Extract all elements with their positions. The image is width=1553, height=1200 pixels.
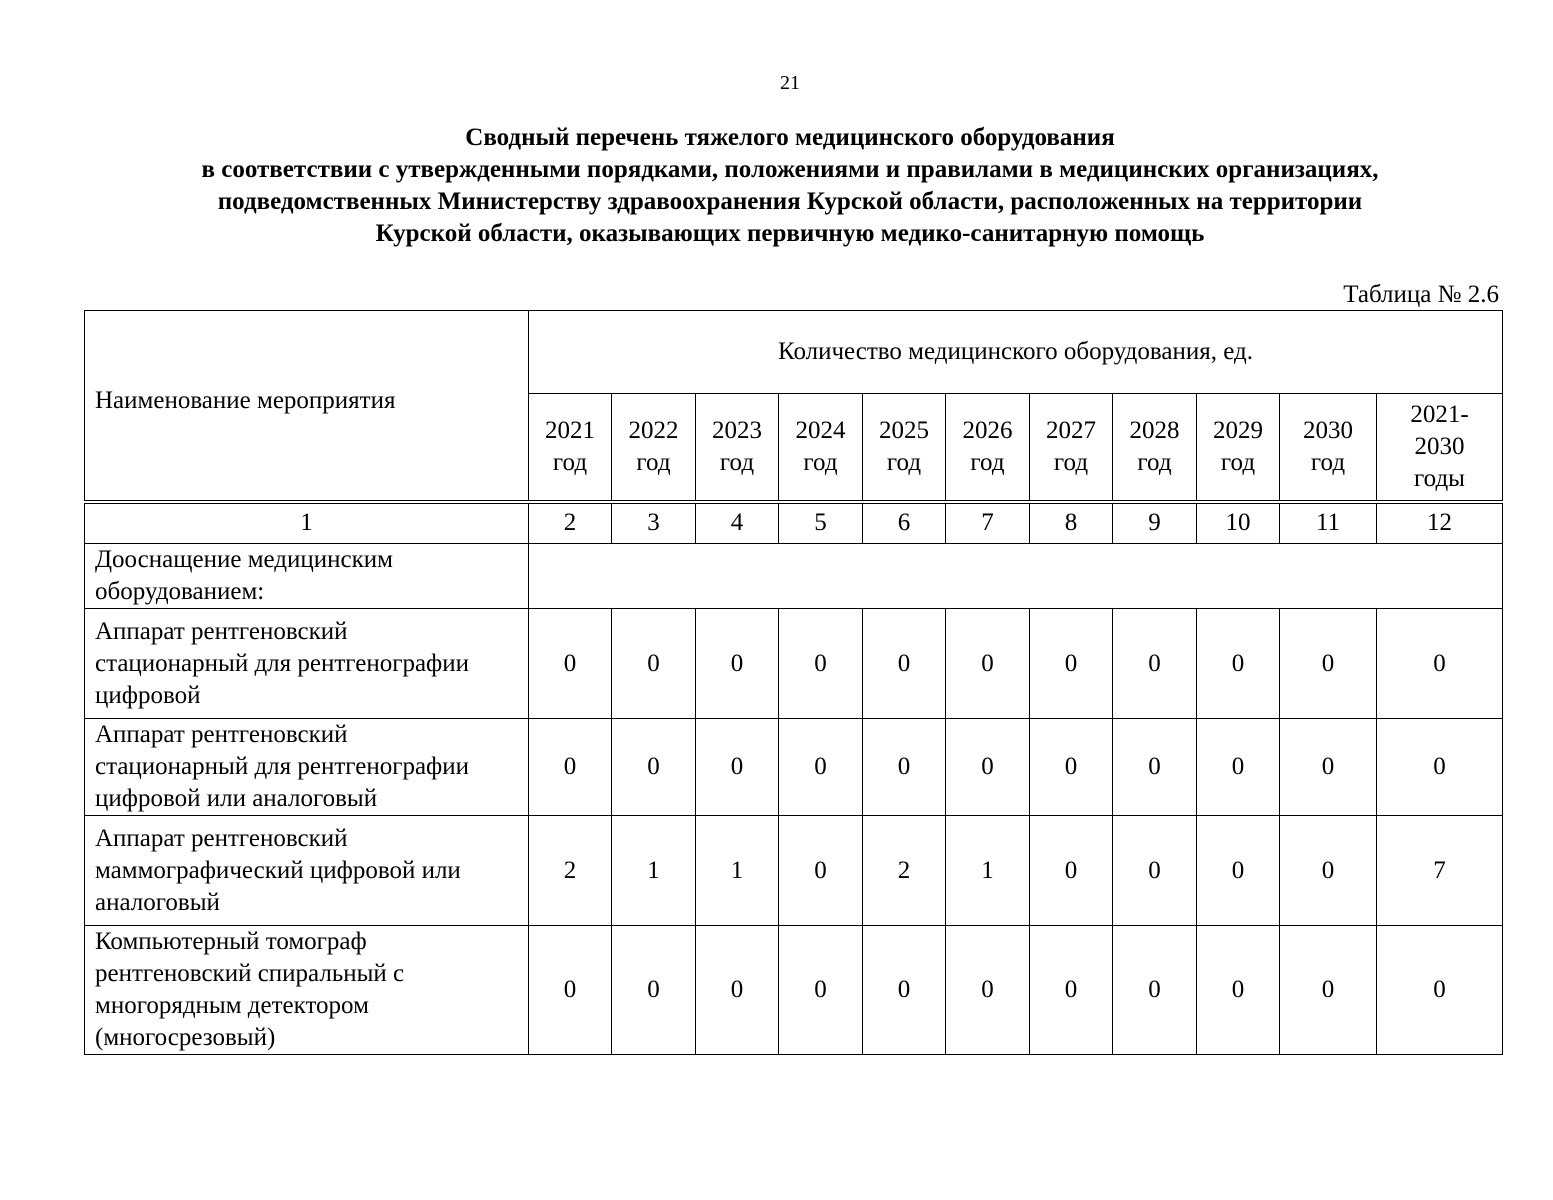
column-number: 12	[1377, 502, 1503, 544]
row-value: 0	[1377, 926, 1503, 1055]
header-year-2029: 2029 год	[1197, 394, 1280, 502]
header-year-2024: 2024 год	[779, 394, 863, 502]
row-value: 1	[946, 816, 1030, 926]
row-value: 0	[863, 926, 946, 1055]
header-quantity-group: Количество медицинского оборудования, ед.	[529, 311, 1503, 394]
row-value: 0	[946, 719, 1030, 816]
row-value: 0	[779, 609, 863, 719]
row-value: 0	[1197, 719, 1280, 816]
title-line: подведомственных Министерству здравоохранения Курской области, расположенных на территории	[217, 188, 1363, 215]
row-value: 0	[1113, 609, 1197, 719]
row-value: 0	[1197, 816, 1280, 926]
column-number: 11	[1280, 502, 1377, 544]
row-value: 0	[1280, 719, 1377, 816]
row-value: 0	[779, 926, 863, 1055]
header-year-2030: 2030 год	[1280, 394, 1377, 502]
document-title	[80, 122, 1500, 250]
table-row	[85, 719, 1503, 816]
row-value: 0	[1113, 816, 1197, 926]
row-value: 0	[1280, 609, 1377, 719]
header-year-2023: 2023 год	[696, 394, 779, 502]
table-row	[85, 609, 1503, 719]
row-name: Аппарат рентгеновский маммографический цифровой или аналоговый	[85, 816, 529, 926]
row-value: 0	[696, 926, 779, 1055]
row-value: 0	[779, 816, 863, 926]
header-year-2028: 2028 год	[1113, 394, 1197, 502]
row-value: 0	[1030, 816, 1113, 926]
row-value: 0	[1377, 609, 1503, 719]
row-value: 0	[1197, 926, 1280, 1055]
row-value: 0	[696, 609, 779, 719]
row-value: 0	[946, 926, 1030, 1055]
title-line: Курской области, оказывающих первичную медико-санитарную помощь	[375, 220, 1205, 247]
row-value: 1	[696, 816, 779, 926]
column-number: 9	[1113, 502, 1197, 544]
row-value: 7	[1377, 816, 1503, 926]
row-value: 0	[863, 719, 946, 816]
header-year-2026: 2026 год	[946, 394, 1030, 502]
row-value: 0	[612, 609, 696, 719]
table-row	[85, 926, 1503, 1055]
column-number-row	[85, 502, 1503, 544]
row-value: 0	[1030, 926, 1113, 1055]
page-number: 21	[780, 72, 800, 94]
table-number-label: Таблица № 2.6	[1343, 281, 1499, 308]
title-line: в соответствии с утвержденными порядками, положениями и правилами в медицинских организациях,	[201, 156, 1379, 183]
header-year-2025: 2025 год	[863, 394, 946, 502]
row-value: 0	[863, 609, 946, 719]
column-number: 8	[1030, 502, 1113, 544]
column-number: 10	[1197, 502, 1280, 544]
row-name: Аппарат рентгеновский стационарный для рентгенографии цифровой или аналоговый	[85, 719, 529, 816]
column-number: 6	[863, 502, 946, 544]
header-name-column: Наименование мероприятия	[85, 311, 529, 502]
row-name: Компьютерный томограф рентгеновский спиральный с многорядным детектором (многосрезовый)	[85, 926, 529, 1055]
row-value: 2	[529, 816, 612, 926]
section-label: Дооснащение медицинским оборудованием:	[85, 544, 529, 609]
row-value: 0	[1113, 719, 1197, 816]
row-value: 0	[1377, 719, 1503, 816]
row-value: 0	[1030, 719, 1113, 816]
header-year-2027: 2027 год	[1030, 394, 1113, 502]
header-row-group	[85, 311, 1503, 394]
column-number: 4	[696, 502, 779, 544]
row-value: 0	[612, 926, 696, 1055]
title-line: Сводный перечень тяжелого медицинского оборудования	[465, 124, 1115, 151]
row-value: 0	[946, 609, 1030, 719]
row-name: Аппарат рентгеновский стационарный для рентгенографии цифровой	[85, 609, 529, 719]
row-value: 0	[779, 719, 863, 816]
header-year-2022: 2022 год	[612, 394, 696, 502]
row-value: 0	[696, 719, 779, 816]
row-value: 2	[863, 816, 946, 926]
header-year-total: 2021- 2030 годы	[1377, 394, 1503, 502]
row-value: 0	[1280, 816, 1377, 926]
column-number: 3	[612, 502, 696, 544]
row-value: 0	[1197, 609, 1280, 719]
column-number: 1	[85, 502, 529, 544]
row-value: 0	[1280, 926, 1377, 1055]
row-value: 0	[1113, 926, 1197, 1055]
row-value: 0	[612, 719, 696, 816]
section-empty-cell	[529, 544, 1503, 609]
header-year-2021: 2021 год	[529, 394, 612, 502]
column-number: 2	[529, 502, 612, 544]
section-row	[85, 544, 1503, 609]
equipment-table	[84, 310, 1503, 1055]
row-value: 0	[529, 609, 612, 719]
row-value: 1	[612, 816, 696, 926]
column-number: 7	[946, 502, 1030, 544]
column-number: 5	[779, 502, 863, 544]
row-value: 0	[529, 926, 612, 1055]
row-value: 0	[1030, 609, 1113, 719]
table-row	[85, 816, 1503, 926]
row-value: 0	[529, 719, 612, 816]
